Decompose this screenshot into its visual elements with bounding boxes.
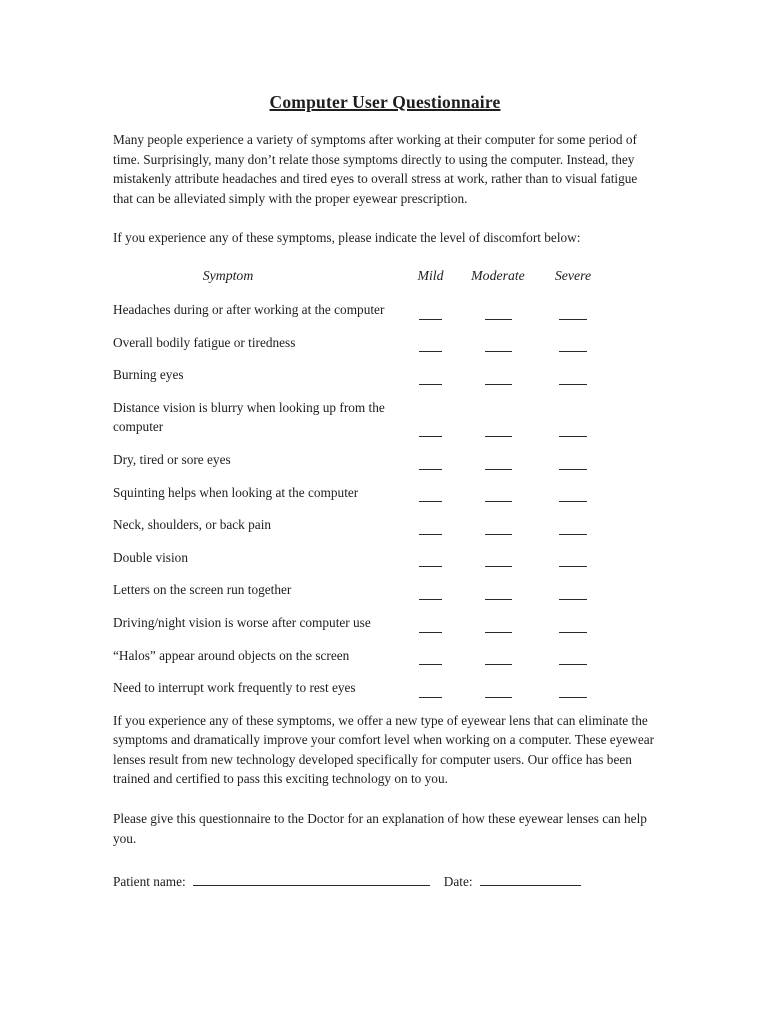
symptom-label: Letters on the screen run together bbox=[113, 582, 292, 598]
severe-blank[interactable] bbox=[559, 306, 587, 320]
page-title: Computer User Questionnaire bbox=[269, 92, 501, 112]
moderate-blank[interactable] bbox=[485, 306, 512, 320]
severe-blank[interactable] bbox=[559, 651, 587, 665]
symptom-row bbox=[113, 333, 657, 353]
symptom-label: Distance vision is blurry when looking up from the computer bbox=[113, 399, 385, 435]
symptom-table bbox=[113, 268, 657, 698]
moderate-blank[interactable] bbox=[485, 456, 512, 470]
symptom-row bbox=[113, 450, 657, 470]
moderate-blank[interactable] bbox=[485, 488, 512, 502]
severe-blank[interactable] bbox=[559, 338, 587, 352]
symptom-row bbox=[113, 515, 657, 535]
moderate-column-header: Moderate bbox=[471, 267, 525, 283]
mild-blank[interactable] bbox=[419, 684, 442, 698]
mild-blank[interactable] bbox=[419, 423, 442, 437]
mild-blank[interactable] bbox=[419, 488, 442, 502]
symptom-label: Overall bodily fatigue or tiredness bbox=[113, 334, 296, 350]
symptom-row bbox=[113, 483, 657, 503]
symptom-label: Driving/night vision is worse after computer use bbox=[113, 614, 371, 630]
symptom-label: Need to interrupt work frequently to rest eyes bbox=[113, 680, 356, 696]
prompt-paragraph: If you experience any of these symptoms, please indicate the level of discomfort below: bbox=[113, 230, 581, 246]
severe-blank[interactable] bbox=[559, 456, 587, 470]
severe-blank[interactable] bbox=[559, 553, 587, 567]
moderate-blank[interactable] bbox=[485, 423, 512, 437]
severe-blank[interactable] bbox=[559, 521, 587, 535]
severe-column-header: Severe bbox=[554, 267, 592, 283]
symptom-row bbox=[113, 646, 657, 666]
symptom-label: Double vision bbox=[113, 549, 188, 565]
severe-blank[interactable] bbox=[559, 488, 587, 502]
symptom-row bbox=[113, 613, 657, 633]
date-line[interactable] bbox=[480, 872, 581, 886]
mild-blank[interactable] bbox=[419, 371, 442, 385]
closing-paragraph: Please give this questionnaire to the Doctor for an explanation of how these eyewear lenses can help you. bbox=[113, 811, 647, 846]
symptom-label: Headaches during or after working at the computer bbox=[113, 301, 385, 317]
severe-blank[interactable] bbox=[559, 423, 587, 437]
moderate-blank[interactable] bbox=[485, 651, 512, 665]
moderate-blank[interactable] bbox=[485, 586, 512, 600]
symptom-column-header: Symptom bbox=[202, 267, 254, 283]
moderate-blank[interactable] bbox=[485, 521, 512, 535]
signature-row bbox=[113, 872, 657, 890]
symptom-row bbox=[113, 678, 657, 698]
patient-name-line[interactable] bbox=[193, 872, 430, 886]
symptom-label: “Halos” appear around objects on the screen bbox=[113, 647, 350, 663]
mild-blank[interactable] bbox=[419, 456, 442, 470]
mild-blank[interactable] bbox=[419, 553, 442, 567]
date-label: Date: bbox=[443, 874, 473, 890]
moderate-blank[interactable] bbox=[485, 371, 512, 385]
symptom-label: Squinting helps when looking at the computer bbox=[113, 484, 359, 500]
symptom-label: Burning eyes bbox=[113, 367, 184, 383]
moderate-blank[interactable] bbox=[485, 553, 512, 567]
offer-paragraph: If you experience any of these symptoms, we offer a new type of eyewear lens that can eliminate the symptoms and dramatically improve your comfort level when working on a computer. These eyewear lenses result from new technology developed specifically for computer users. Our office has been trained and certified to pass this exciting technology on to you. bbox=[113, 712, 655, 787]
mild-column-header: Mild bbox=[417, 267, 444, 283]
symptom-row bbox=[113, 398, 657, 437]
mild-blank[interactable] bbox=[419, 306, 442, 320]
intro-paragraph: Many people experience a variety of symptoms after working at their computer for some period of time. Surprisingly, many don’t relate those symptoms directly to using the computer. Instead, they mistakenly attribute headaches and tired eyes to overall stress at work, rather than to visual fatigue that can be alleviated simply with the proper eyewear prescription. bbox=[113, 132, 638, 206]
mild-blank[interactable] bbox=[419, 586, 442, 600]
severe-blank[interactable] bbox=[559, 586, 587, 600]
symptom-row bbox=[113, 365, 657, 385]
mild-blank[interactable] bbox=[419, 521, 442, 535]
symptom-label: Dry, tired or sore eyes bbox=[113, 451, 231, 467]
table-header-row bbox=[113, 268, 657, 284]
moderate-blank[interactable] bbox=[485, 338, 512, 352]
symptom-row bbox=[113, 548, 657, 568]
symptom-row bbox=[113, 300, 657, 320]
mild-blank[interactable] bbox=[419, 651, 442, 665]
severe-blank[interactable] bbox=[559, 619, 587, 633]
severe-blank[interactable] bbox=[559, 684, 587, 698]
moderate-blank[interactable] bbox=[485, 684, 512, 698]
mild-blank[interactable] bbox=[419, 619, 442, 633]
moderate-blank[interactable] bbox=[485, 619, 512, 633]
patient-name-label: Patient name: bbox=[113, 874, 186, 890]
symptom-row bbox=[113, 580, 657, 600]
mild-blank[interactable] bbox=[419, 338, 442, 352]
severe-blank[interactable] bbox=[559, 371, 587, 385]
symptom-label: Neck, shoulders, or back pain bbox=[113, 517, 272, 533]
